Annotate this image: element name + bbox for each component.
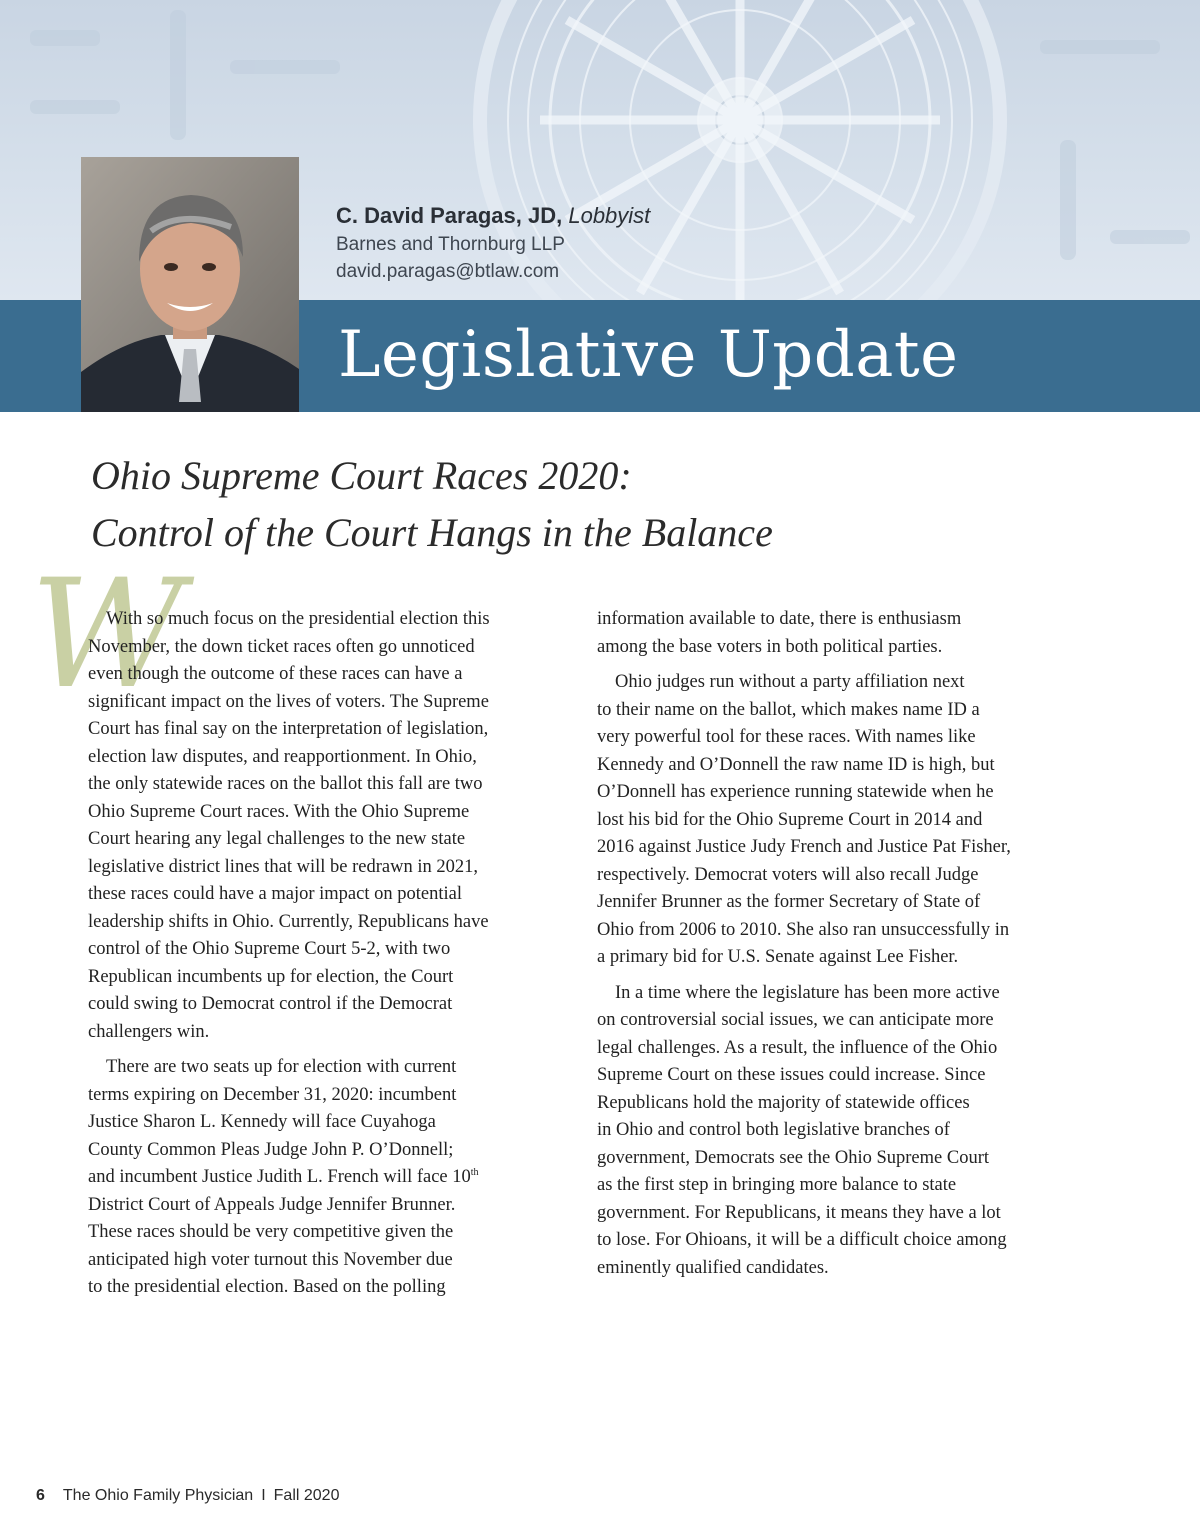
author-name-line: C. David Paragas, JD, Lobbyist — [336, 203, 651, 228]
paragraph: Ohio judges run without a party affiliation next to their name on the ballot, which makes name ID a very powerful tool for these races. With names like Kennedy and O’Donnell the raw name ID is high, but O’Donnell has experience running statewide when he lost his bid for the Ohio Supreme Court in 2014 and 2016 against Justice Judy French and Justice Pat Fisher, respectively. Democrat voters will also recall Judge Jennifer Brunner as the former Secretary of State of Ohio from 2006 to 2010. She also ran unsuccessfully in a primary bid for U.S. Senate against Lee Fisher. — [597, 672, 1011, 967]
footer-separator: I — [261, 1487, 266, 1504]
publication-name: The Ohio Family Physician — [62, 1487, 254, 1504]
paragraph: With so much focus on the presidential election this November, the down ticket races often go unnoticed even though the outcome of these races can have a significant impact on the lives of voters. The Supreme Court has final say on the interpretation of legislation, election law disputes, and reapportionment. In Ohio, the only statewide races on the ballot this fall are two Ohio Supreme Court races. With the Ohio Supreme Court hearing any legal challenges to the new state legislative district lines that will be redrawn in 2021, these races could have a major impact on potential leadership shifts in Ohio. Currently, Republicans have control of the Ohio Supreme Court 5-2, with two Republican incumbents up for election, the Court could swing to Democrat control if the Democrat challengers win. — [88, 609, 490, 1042]
page-number: 6 — [36, 1487, 45, 1504]
paragraph: In a time where the legislature has been more active on controversial social issues, we can anticipate more legal challenges. As a result, the influence of the Ohio Supreme Court on these issues could increase. Since Republicans hold the majority of statewide offices in Ohio and control both legislative branches of government, Democrats see the Ohio Supreme Court as the first step in bringing more balance to state government. For Republicans, it means they have a lot to lose. For Ohioans, it will be a difficult choice among eminently qualified candidates. — [597, 982, 1007, 1278]
superscript: th — [470, 1166, 479, 1178]
author-email[interactable]: david.paragas@btlaw.com — [336, 261, 560, 282]
article-headline — [91, 447, 1111, 561]
headline-line-1: Ohio Supreme Court Races 2020: — [91, 453, 632, 498]
paragraph — [88, 1054, 570, 1302]
paragraph-text: There are two seats up for election with current terms expiring on December 31, 2020: incumbent Justice Sharon L. Kennedy will face Cuyahoga County Common Pleas Judge John P. O’Donnell; and incumbent Justice Judith L. French will face 10 — [88, 1057, 471, 1187]
author-role: Lobbyist — [568, 203, 651, 228]
paragraph: information available to date, there is enthusiasm among the base voters in both political parties. — [597, 609, 962, 657]
author-byline — [336, 201, 650, 285]
headline-line-2: Control of the Court Hangs in the Balance — [91, 510, 773, 555]
issue-date: Fall 2020 — [273, 1487, 340, 1504]
paragraph-text: District Court of Appeals Judge Jennifer Brunner. These races should be very competitive given the anticipated high voter turnout this November due to the presidential election. Based on the polling — [88, 1194, 456, 1297]
author-firm: Barnes and Thornburg LLP — [336, 234, 565, 255]
author-name: C. David Paragas, JD — [336, 203, 557, 228]
page-footer — [36, 1487, 339, 1505]
author-photo — [81, 157, 299, 412]
section-title: Legislative Update — [338, 318, 959, 392]
article-column-right — [597, 606, 1083, 1290]
drop-cap: W — [30, 548, 185, 722]
article-column-left — [88, 606, 570, 1310]
